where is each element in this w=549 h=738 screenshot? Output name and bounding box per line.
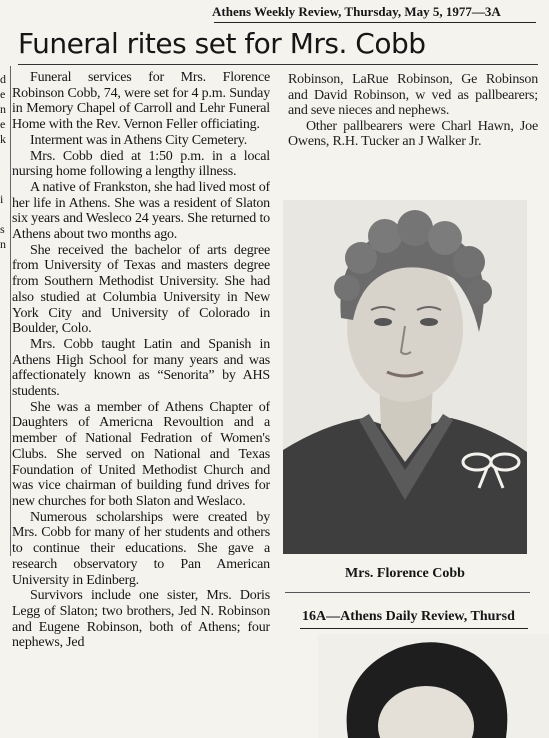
article-paragraph: Survivors include one sister, Mrs. Doris Legg of Slaton; two brothers, Jed N. Robinson and Eugene Robinson, both of Athens; four nephews, Jed	[12, 588, 270, 651]
article-paragraph: Numerous scholarships were created by Mrs. Cobb for many of her students and others to continue their educations. She gave a research observatory to Pan American University in Edinberg.	[12, 509, 270, 588]
margin-letter: d	[0, 72, 6, 86]
margin-letter	[0, 162, 10, 177]
margin-letter: n	[0, 102, 6, 116]
second-masthead-rule	[300, 628, 528, 629]
article-paragraph: Mrs. Cobb died at 1:50 p.m. in a local nursing home following a lengthy illness.	[12, 148, 270, 180]
margin-letter: e	[0, 117, 6, 131]
margin-letter: e	[0, 87, 6, 101]
portrait-photo	[283, 200, 527, 554]
margin-letter	[0, 252, 10, 267]
newspaper-masthead: Athens Weekly Review, Thursday, May 5, 1977—3A	[212, 4, 501, 19]
article-paragraph: Mrs. Cobb taught Latin and Spanish in Athens High School for many years and was affectionately known as “Senorita” by AHS students.	[12, 336, 270, 400]
article-paragraph: Robinson, LaRue Robinson, Ge Robinson and David Robinson, w ved as pallbearers; and seve nieces and nephews.	[288, 72, 538, 119]
margin-letter	[0, 177, 10, 192]
article-column-1	[12, 70, 270, 738]
masthead-rule	[214, 22, 536, 23]
margin-letter	[0, 147, 10, 162]
column-divider	[10, 66, 11, 556]
article-column-2	[288, 72, 538, 190]
article-paragraph: A native of Frankston, she had lived most of her life in Athens. She was a resident of Slaton six years and Wesleco 24 years. She returned to Athens about two months ago.	[12, 179, 270, 243]
portrait-illustration	[283, 200, 527, 554]
margin-letter: s	[0, 222, 5, 236]
article-paragraph: She was a member of Athens Chapter of Daughters of Americna Revoultion and a member of National Fedration of Women's Clubs. She served on National and Texas Foundation of United Methodist Church and was vice chairman of building fund drives for new churches for both Slaton and Weslaco.	[12, 399, 270, 509]
second-masthead: 16A—Athens Daily Review, Thursd	[302, 609, 515, 624]
headline-rule	[18, 64, 538, 65]
article-paragraph: Other pallbearers were Charl Hawn, Joe Owens, R.H. Tucker an J Walker Jr.	[288, 118, 538, 150]
second-portrait-illustration	[318, 634, 549, 738]
margin-letter: n	[0, 237, 6, 251]
second-portrait-photo	[318, 634, 549, 738]
margin-letter	[0, 207, 10, 222]
article-paragraph: She received the bachelor of arts degree from University of Texas and masters degree from Southern Methodist University. She had also studied at Columbia University in New York City and University of Colorado in Boulder, Colo.	[12, 242, 270, 337]
article-paragraph: Interment was in Athens City Cemetery.	[30, 132, 248, 148]
section-rule	[285, 592, 530, 593]
article-headline: Funeral rites set for Mrs. Cobb	[18, 27, 426, 60]
adjacent-column-fragments	[0, 72, 10, 267]
margin-letter: k	[0, 132, 6, 146]
article-paragraph: Funeral services for Mrs. Florence Robinson Cobb, 74, were set for 4 p.m. Sunday in Memory Chapel of Carroll and Lehr Funeral Home with the Rev. Vernon Feller officiating.	[12, 70, 270, 133]
margin-letter: i	[0, 192, 4, 206]
photo-caption: Mrs. Florence Cobb	[345, 566, 465, 581]
